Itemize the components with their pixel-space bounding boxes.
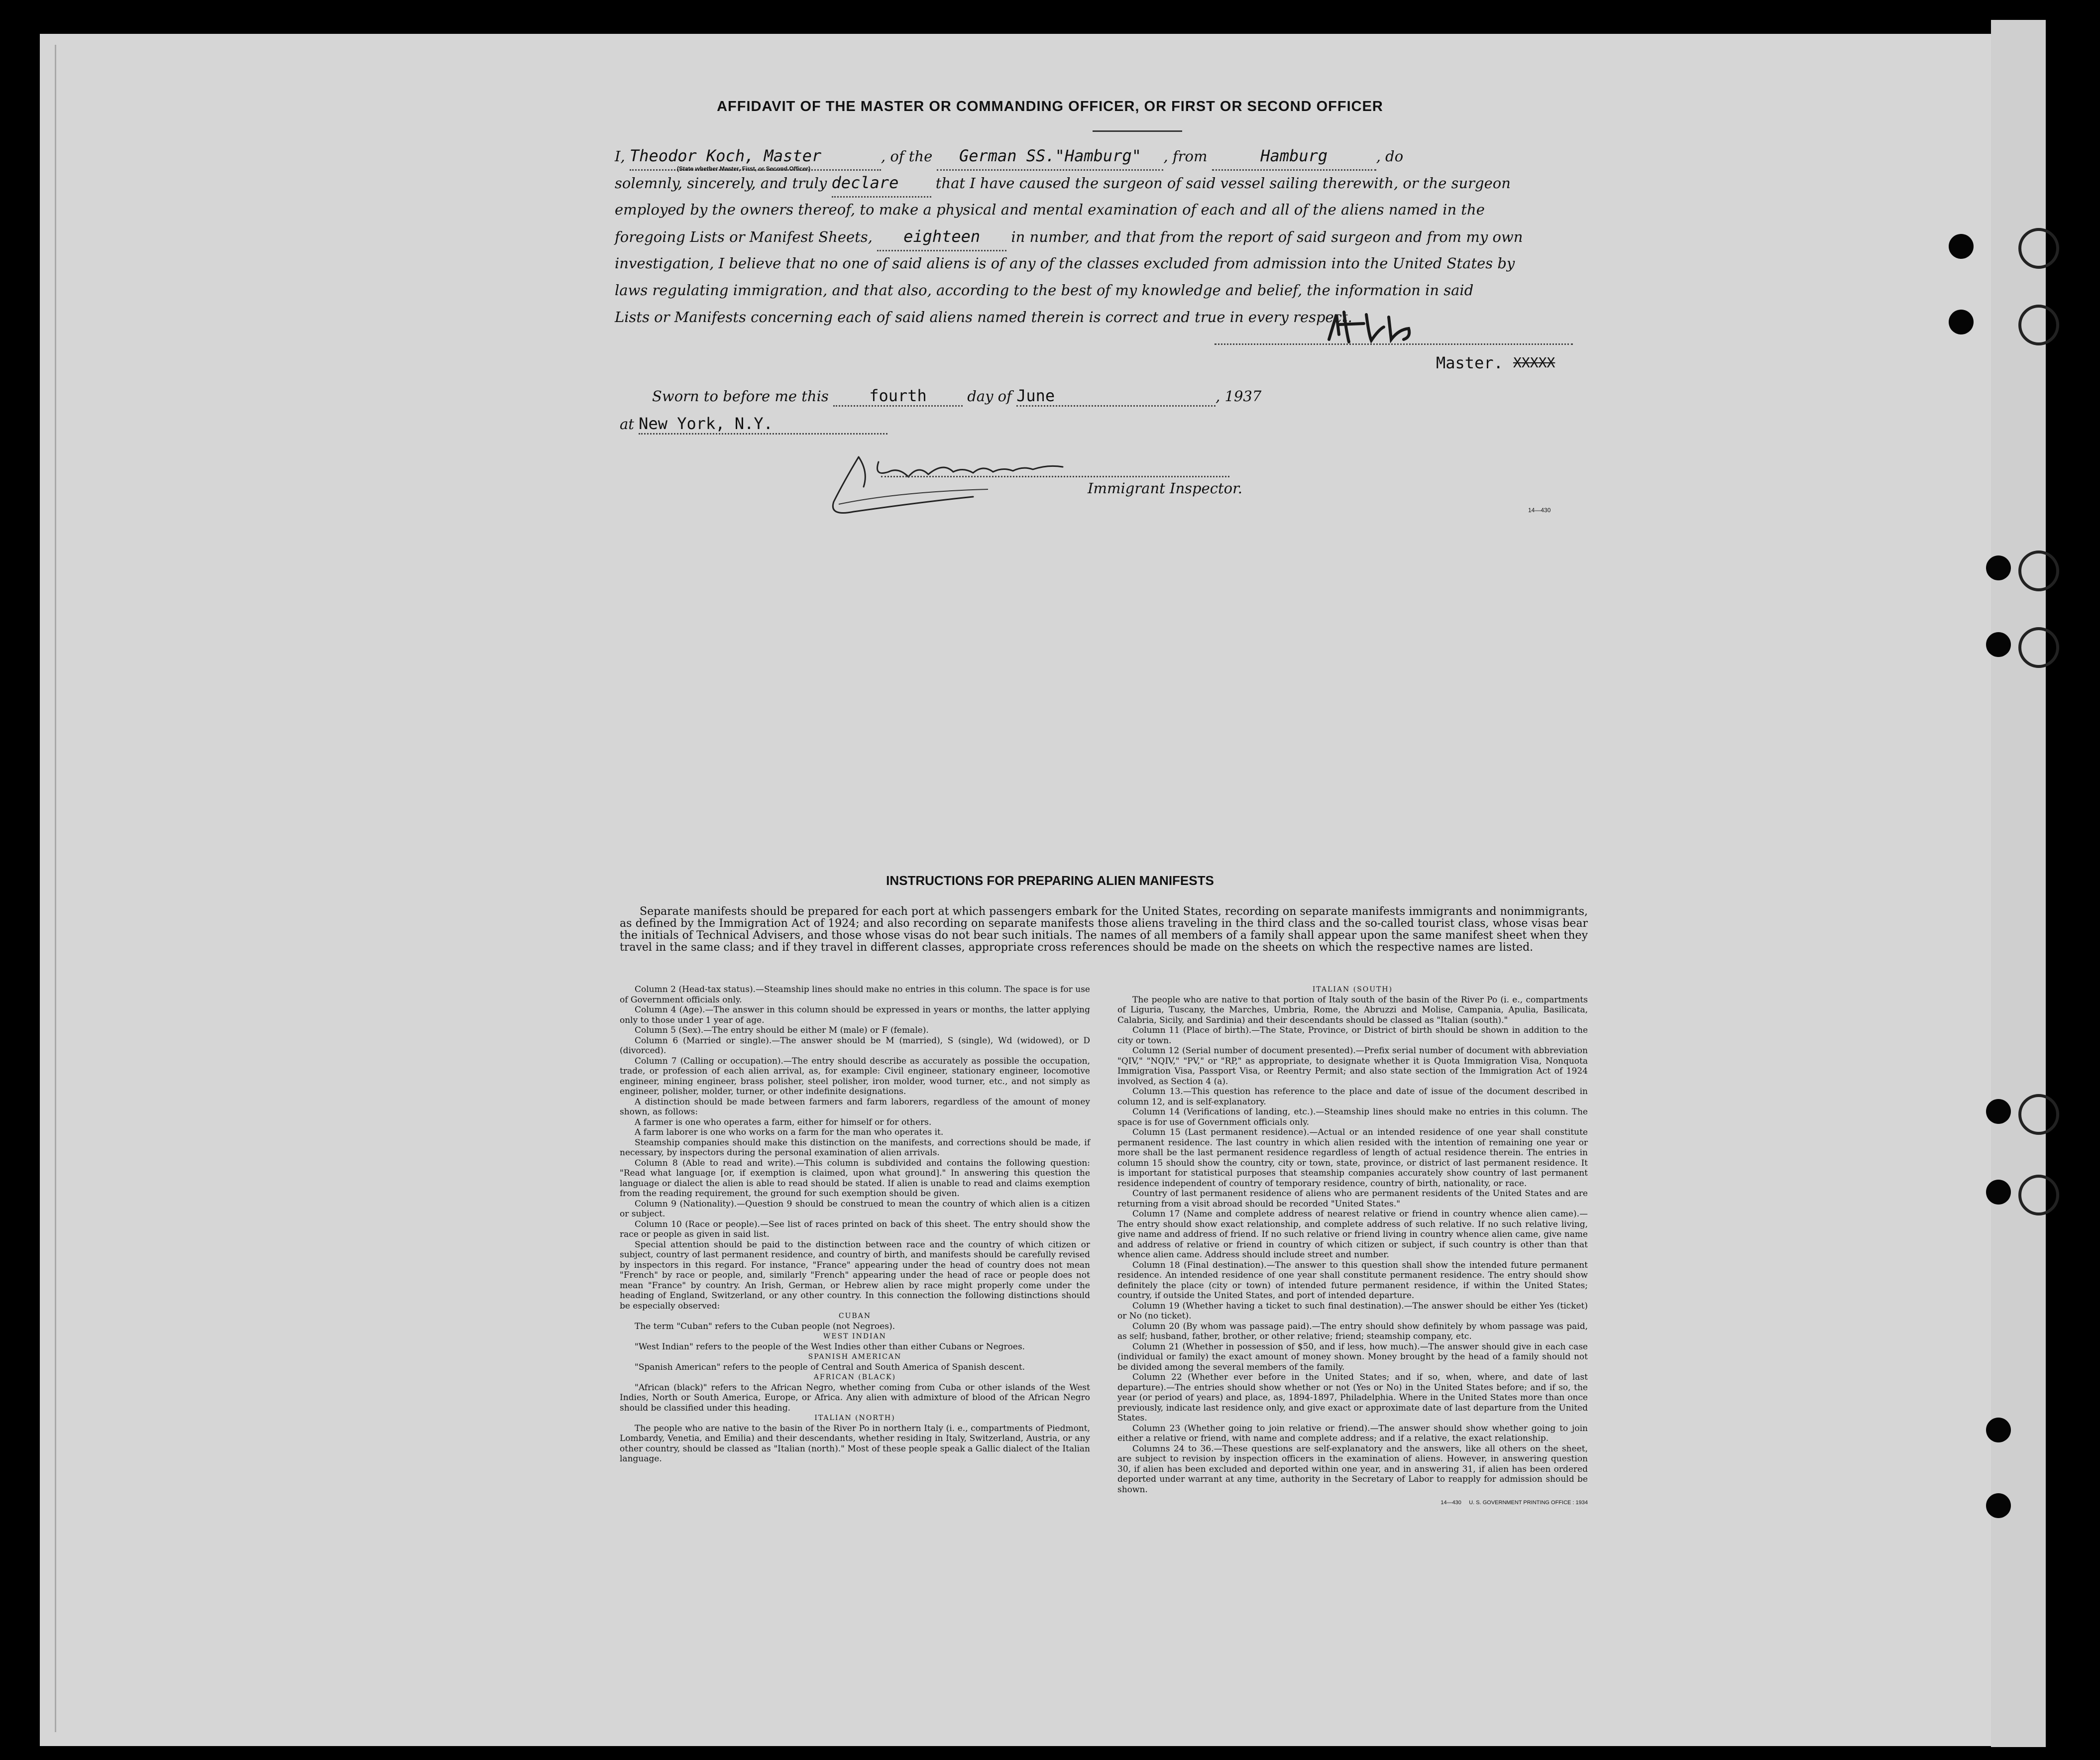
port-field: Hamburg bbox=[1212, 142, 1376, 171]
binder-hole bbox=[1986, 632, 2011, 657]
binder-ring bbox=[2018, 1175, 2059, 1215]
instruction-paragraph: Column 18 (Final destination).—The answer to this question shall show the intended future permanent residence. An intended residence of one year shall constitute permanent residence. The entry should show definitely the place (city or town) of intended future permanent residence, if within the United States; country, if outside the United States, and port of intended departure. bbox=[1117, 1260, 1588, 1301]
instruction-paragraph: Column 22 (Whether ever before in the United States; and if so, when, where, and date of last departure).—The entries should show whether or not (Yes or No) in the United States before; and if so, the year (or period of years) and place, as, 1894-1897, Philadelphia. Where in the United States more than once previously, indicate last residence only, and give exact or approximate date of last departure from the United States. bbox=[1117, 1372, 1588, 1423]
footer-printer: U. S. GOVERNMENT PRINTING OFFICE : 1934 bbox=[1469, 1500, 1588, 1506]
officer-name-field: Theodor Koch, Master bbox=[630, 142, 881, 171]
instruction-paragraph: Column 2 (Head-tax status).—Steamship lines should make no entries in this column. The space is for use of Government officials only. bbox=[620, 985, 1090, 1005]
text: , from bbox=[1163, 148, 1208, 165]
instruction-paragraph: Column 8 (Able to read and write).—This column is subdivided and contains the following question: "Read what language [or, if exemption is claimed, upon what ground]." In answering this question the language or dialect the alien is able to read should be stated. If alien is unable to read and claims exemption from the reading requirement, the ground for such exemption should be given. bbox=[620, 1158, 1090, 1199]
instruction-paragraph: Column 11 (Place of birth).—The State, Province, or District of birth should be shown in addition to the city or town. bbox=[1117, 1025, 1588, 1046]
ship-name-field: German SS."Hamburg" bbox=[937, 142, 1163, 171]
text: foregoing Lists or Manifest Sheets, bbox=[615, 228, 873, 245]
title-rule bbox=[1093, 130, 1182, 132]
instruction-paragraph: Column 21 (Whether in possession of $50, and if less, how much).—The answer should give in each case (individual or family) the exact amount of money shown. Money brought by the head of a family should not be divided among the several members of the family. bbox=[1117, 1341, 1588, 1372]
sworn-day-field: fourth bbox=[833, 386, 963, 407]
instruction-paragraph: A farmer is one who operates a farm, either for himself or for others. bbox=[635, 1117, 932, 1127]
binder-ring bbox=[2018, 550, 2059, 591]
section-text: "African (black)" refers to the African Negro, whether coming from Cuba or other islands of the West Indies, North or South America, Europe, or Africa. Any alien with admixture of blood of the African Negro should be classified under this heading. bbox=[620, 1382, 1090, 1413]
instruction-paragraph: Column 17 (Name and complete address of nearest relative or friend in country whence alien came).—The entry should show exact relationship, and complete address of such relative. If no such relative living, give name and address of friend. If no such relative or friend living in country whence alien came, give name and address of relative or friend in country of which citizen or subject, if such country is other than that whence alien came. Address should include street and number. bbox=[1117, 1209, 1588, 1260]
text: that I have caused the surgeon of said vessel sailing therewith, or the surgeon bbox=[935, 175, 1511, 192]
section-heading: WEST INDIAN bbox=[823, 1332, 886, 1340]
page-footer bbox=[1117, 1498, 1588, 1508]
affidavit-line-5: investigation, I believe that no one of said aliens is of any of the classes excluded from admission into the United States by bbox=[615, 255, 1515, 272]
text: solemnly, sincerely, and truly bbox=[615, 175, 827, 192]
text: day of bbox=[967, 388, 1012, 405]
affidavit-line-3: employed by the owners thereof, to make a physical and mental examination of each and all of the aliens named in the bbox=[615, 201, 1485, 218]
instruction-paragraph: Column 6 (Married or single).—The answer should be M (married), S (single), Wd (widowed), or D (divorced). bbox=[620, 1035, 1090, 1056]
affidavit-line-7: Lists or Manifests concerning each of said aliens named therein is correct and true in every respect. bbox=[615, 309, 1352, 326]
binder-hole bbox=[1949, 234, 1974, 259]
instruction-paragraph: Special attention should be paid to the distinction between race and the country of which citizen or subject, country of last permanent residence, and country of birth, and manifests should be carefully revised by inspectors in this regard. For instance, "France" appearing under the head of country does not mean "French" by race or people, and, similarly "French" appearing under the head of race or people does not mean "France" by country. An Irish, German, or Hebrew alien by race might properly come under the heading of England, Switzerland, or any other country. In this connection the following distinctions should be especially observed: bbox=[620, 1239, 1090, 1311]
instruction-paragraph: Column 23 (Whether going to join relative or friend).—The answer should show whether going to join either a relative or friend, with name and complete address; and if a relative, the exact relationship. bbox=[1117, 1423, 1588, 1443]
instruction-paragraph: Column 4 (Age).—The answer in this column should be expressed in years or months, the latter applying only to those under 1 year of age. bbox=[620, 1005, 1090, 1025]
instruction-paragraph: Column 14 (Verifications of landing, etc.).—Steamship lines should make no entries in this column. The space is for use of Government officials only. bbox=[1117, 1107, 1588, 1127]
instructions-intro: Separate manifests should be prepared for each port at which passengers embark for the United States, recording on separate manifests immigrants and nonimmigrants, as defined by the Immigration Act of 1924; and also recording on separate manifests those aliens traveling in the third class and the so-called tourist class, whose visas bear the initials of Technical Advisers, and those whose visas do not bear such initials. The names of all members of a family shall appear upon the same manifest sheet when they travel in the same class; and if they travel in different classes, appropriate cross references should be made on the sheets on which the respective names are listed. bbox=[620, 905, 1588, 954]
instruction-paragraph: A distinction should be made between farmers and farm laborers, regardless of the amount of money shown, as follows: bbox=[620, 1097, 1090, 1117]
text: in number, and that from the report of said surgeon and from my own bbox=[1011, 228, 1523, 245]
sworn-place-field: New York, N.Y. bbox=[639, 414, 887, 435]
binder-ring bbox=[2018, 1094, 2059, 1135]
instruction-paragraph: Column 20 (By whom was passage paid).—The entry should show definitely by whom passage was paid, as self; husband, father, brother, or other relative; friend; steamship company, etc. bbox=[1117, 1321, 1588, 1341]
binder-hole bbox=[1986, 555, 2011, 580]
binder-hole bbox=[1986, 1180, 2011, 1205]
instruction-paragraph: Column 13.—This question has reference to the place and date of issue of the document described in column 12, and is self-explanatory. bbox=[1117, 1087, 1588, 1107]
at-line bbox=[620, 414, 887, 435]
affidavit-line-6: laws regulating immigration, and that also, according to the best of my knowledge and belief, the information in said bbox=[615, 282, 1474, 299]
section-text: "Spanish American" refers to the people of Central and South America of Spanish descent. bbox=[635, 1362, 1025, 1372]
sworn-month-field: June bbox=[1016, 386, 1216, 407]
struck-text: XXXXX bbox=[1513, 354, 1555, 371]
instruction-paragraph: Steamship companies should make this distinction on the manifests, and corrections should be made, if necessary, by inspectors during the personal examination of alien arrivals. bbox=[620, 1137, 1090, 1158]
affidavit-line-2 bbox=[615, 169, 1585, 198]
form-number: 14—430 bbox=[1528, 507, 1551, 514]
instruction-paragraph: Column 10 (Race or people).—See list of races printed on back of this sheet. The entry should show the race or people as given in said list. bbox=[620, 1219, 1090, 1239]
master-label: Master. bbox=[1436, 353, 1503, 372]
master-signature-line bbox=[1215, 343, 1573, 345]
binder-hole bbox=[1986, 1493, 2011, 1518]
text: , do bbox=[1376, 148, 1404, 165]
instruction-paragraph: Country of last permanent residence of aliens who are permanent residents of the United States and are returning from a visit abroad should be recorded "United States." bbox=[1117, 1189, 1588, 1209]
instruction-paragraph: Column 15 (Last permanent residence).—Actual or an intended residence of one year shall constitute permanent residence. The last country in which alien resided with the intention of remaining one year or more shall be the last permanent residence regardless of length of actual residence therein. The entries in column 15 should show the country, city or town, state, province, or district of last permanent residence. It is important for statistical purposes that steamship companies accurately show country of last permanent residence independent of country of temporary residence, country of birth, nationality, or race. bbox=[1117, 1127, 1588, 1189]
section-text: "West Indian" refers to the people of the West Indies other than either Cubans or Negroes. bbox=[635, 1341, 1025, 1352]
section-heading: ITALIAN (NORTH) bbox=[814, 1414, 895, 1422]
text: Sworn to before me this bbox=[652, 388, 829, 405]
text: at bbox=[620, 416, 634, 433]
binder-ring bbox=[2018, 627, 2059, 668]
instruction-paragraph: Column 9 (Nationality).—Question 9 should be construed to mean the country of which alien is a citizen or subject. bbox=[620, 1199, 1090, 1219]
instructions-title: INSTRUCTIONS FOR PREPARING ALIEN MANIFESTS bbox=[886, 873, 1214, 888]
declare-field: declare bbox=[832, 169, 931, 198]
binder-ring bbox=[2018, 228, 2059, 269]
officer-rank-note: (State whether Master, First, or Second Officer) bbox=[677, 165, 811, 172]
instruction-paragraph: Column 12 (Serial number of document presented).—Prefix serial number of document with abbreviation "QIV," "NQIV," "PV," or "RP," as appropriate, to designate whether it is Quota Immigration Visa, Nonquota Immigration Visa, Passport Visa, or Reentry Permit; and also state section of the Immigration Act of 1924 involved, as Section 4 (a). bbox=[1117, 1046, 1588, 1087]
instruction-paragraph: Column 19 (Whether having a ticket to such final destination).—The answer should be either Yes (ticket) or No (no ticket). bbox=[1117, 1301, 1588, 1321]
sworn-line bbox=[652, 386, 1261, 407]
fold-line bbox=[55, 45, 56, 1732]
section-text: The people who are native to the basin of the River Po in northern Italy (i. e., compartments of Piedmont, Lombardy, Venetia, and Emilia) and their descendants, whether residing in Italy, Switzerland, Austria, or any other country, should be classed as "Italian (north)." Most of these people speak a Gallic dialect of the Italian language. bbox=[620, 1423, 1090, 1464]
instruction-paragraph: Columns 24 to 36.—These questions are self-explanatory and the answers, like all others on the sheet, are subject to revision by inspection officers in the examination of aliens. However, in answering question 30, if alien has been excluded and deported within one year, and in answering 31, if alien has been ordered deported under warrant at any time, authority in the Secretary of Labor to reapply for admission should be shown. bbox=[1117, 1443, 1588, 1495]
text: I, bbox=[615, 148, 625, 165]
inspector-signature bbox=[824, 442, 1132, 522]
sworn-year: , 1937 bbox=[1216, 388, 1262, 405]
affidavit-line-4 bbox=[615, 223, 1585, 251]
section-text: The term "Cuban" refers to the Cuban people (not Negroes). bbox=[635, 1321, 895, 1331]
section-heading: CUBAN bbox=[838, 1312, 872, 1320]
instruction-paragraph: Column 7 (Calling or occupation).—The entry should describe as accurately as possible the occupation, trade, or profession of each alien arrival, as, for example: Civil engineer, stationary engineer, locomotive engineer, mining engineer, brass polisher, steel polisher, iron molder, wood turner, etc., and not simply as engineer, polisher, molder, turner, or other indefinite designations. bbox=[620, 1056, 1090, 1097]
text: , of the bbox=[881, 148, 933, 165]
master-signature bbox=[1324, 305, 1483, 349]
instruction-paragraph: The people who are native to that portion of Italy south of the basin of the River Po (i. e., compartments of Liguria, Tuscany, the Marches, Umbria, Rome, the Abruzzi and Molise, Campania, Apulia, Basilicata, Calabria, Sicily, and Sardinia) and their descendants should be classed as "Italian (south)." bbox=[1117, 994, 1588, 1025]
affidavit-title: AFFIDAVIT OF THE MASTER OR COMMANDING OFFICER, OR FIRST OR SECOND OFFICER bbox=[717, 99, 1383, 114]
instructions-right-column bbox=[1117, 985, 1588, 1508]
inspector-signature-line bbox=[881, 476, 1229, 477]
alien-count-field: eighteen bbox=[877, 223, 1006, 251]
section-heading: SPANISH AMERICAN bbox=[808, 1353, 902, 1361]
instruction-paragraph: A farm laborer is one who works on a farm for the man who operates it. bbox=[635, 1127, 944, 1137]
binder-hole bbox=[1949, 310, 1974, 334]
instruction-paragraph: Column 5 (Sex).—The entry should be either M (male) or F (female). bbox=[635, 1025, 929, 1035]
binder-hole bbox=[1986, 1099, 2011, 1124]
section-heading: ITALIAN (SOUTH) bbox=[1312, 986, 1393, 993]
binder-hole bbox=[1986, 1418, 2011, 1442]
footer-form-number: 14—430 bbox=[1440, 1500, 1461, 1506]
binder-ring bbox=[2018, 305, 2059, 345]
section-heading: AFRICAN (BLACK) bbox=[813, 1373, 896, 1381]
instructions-left-column bbox=[620, 985, 1090, 1464]
inspector-label: Immigrant Inspector. bbox=[1088, 480, 1242, 497]
